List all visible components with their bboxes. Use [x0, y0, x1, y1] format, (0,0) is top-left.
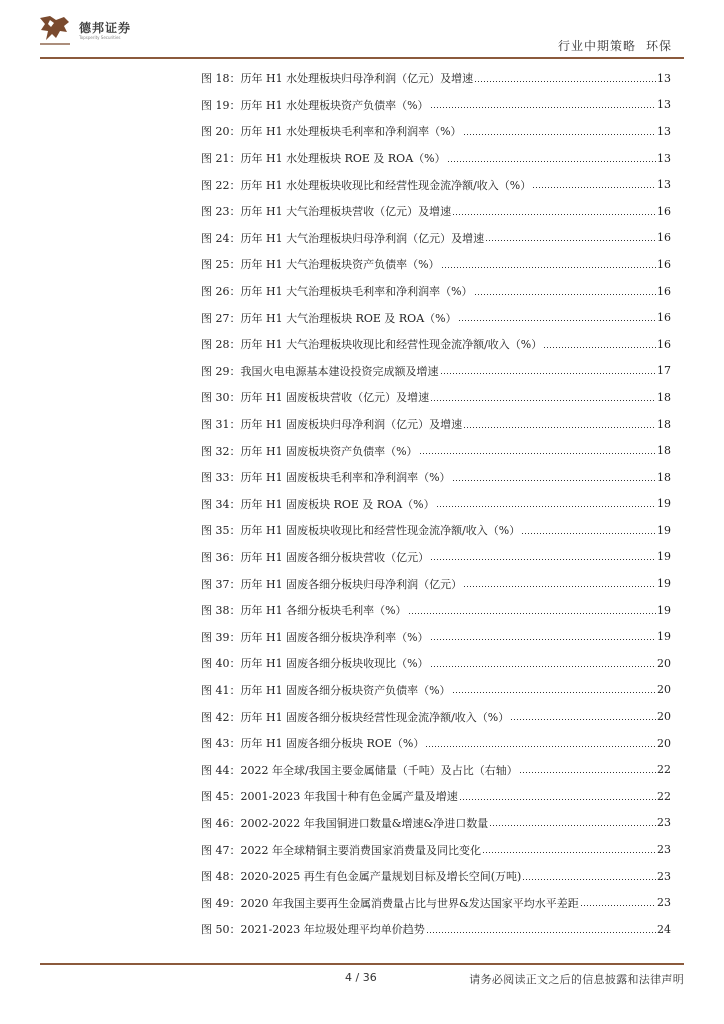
- toc-entry-title: 图 28：历年 H1 大气治理板块收现比和经营性现金流净额/收入（%）: [201, 338, 543, 352]
- dot-leader: [436, 499, 656, 508]
- dot-leader: [474, 74, 656, 83]
- toc-entry[interactable]: [201, 331, 671, 358]
- toc-entry[interactable]: [201, 384, 671, 411]
- toc-entry-title: 图 38：历年 H1 各细分板块毛利率（%）: [201, 604, 407, 618]
- toc-entry-page: 18: [657, 444, 671, 458]
- dot-leader: [458, 313, 656, 322]
- company-logo: [36, 14, 131, 48]
- toc-entry-title: 图 43：历年 H1 固废各细分板块 ROE（%）: [201, 737, 425, 751]
- dot-leader: [485, 233, 656, 242]
- toc-entry-title: 图 46：2002-2022 年我国铜进口数量&增速&净进口数量: [201, 816, 489, 830]
- toc-entry-page: 13: [657, 71, 671, 85]
- dot-leader: [426, 925, 656, 934]
- toc-entry[interactable]: [201, 171, 671, 198]
- figure-list: [201, 65, 671, 943]
- toc-entry-page: 19: [657, 523, 671, 537]
- toc-entry-page: 19: [657, 497, 671, 511]
- industry-name: 环保: [645, 39, 672, 53]
- header-divider: [40, 57, 684, 59]
- page-number: 4 / 36: [345, 971, 377, 984]
- toc-entry-title: 图 21：历年 H1 水处理板块 ROE 及 ROA（%）: [201, 152, 446, 166]
- dot-leader: [519, 765, 656, 774]
- toc-entry[interactable]: [201, 145, 671, 172]
- toc-entry[interactable]: [201, 358, 671, 385]
- toc-entry-title: 图 36：历年 H1 固废各细分板块营收（亿元）: [201, 550, 430, 564]
- toc-entry[interactable]: [201, 836, 671, 863]
- toc-entry-page: 13: [657, 98, 671, 112]
- dot-leader: [463, 579, 656, 588]
- toc-entry[interactable]: [201, 730, 671, 757]
- toc-entry[interactable]: [201, 756, 671, 783]
- toc-entry-title: 图 26：历年 H1 大气治理板块毛利率和净利润率（%）: [201, 285, 473, 299]
- dot-leader: [522, 872, 656, 881]
- toc-entry-page: 18: [657, 417, 671, 431]
- toc-entry[interactable]: [201, 411, 671, 438]
- dot-leader: [521, 526, 656, 535]
- dot-leader: [430, 659, 656, 668]
- toc-entry[interactable]: [201, 278, 671, 305]
- toc-entry-title: 图 31：历年 H1 固废板块归母净利润（亿元）及增速: [201, 418, 463, 432]
- dot-leader: [463, 127, 656, 136]
- toc-entry-page: 18: [657, 390, 671, 404]
- toc-entry-title: 图 50：2021-2023 年垃圾处理平均单价趋势: [201, 923, 425, 937]
- toc-entry-title: 图 42：历年 H1 固废各细分板块经营性现金流净额/收入（%）: [201, 710, 510, 724]
- toc-entry-page: 23: [657, 816, 671, 830]
- toc-entry-page: 19: [657, 550, 671, 564]
- dot-leader: [430, 393, 656, 402]
- toc-entry-title: 图 37：历年 H1 固废各细分板块归母净利润（亿元）: [201, 577, 463, 591]
- toc-entry[interactable]: [201, 810, 671, 837]
- toc-entry-title: 图 40：历年 H1 固废各细分板块收现比（%）: [201, 657, 429, 671]
- toc-entry-page: 19: [657, 577, 671, 591]
- dot-leader: [419, 446, 656, 455]
- report-header: [558, 37, 672, 54]
- toc-entry[interactable]: [201, 703, 671, 730]
- toc-entry[interactable]: [201, 251, 671, 278]
- toc-entry-page: 19: [657, 603, 671, 617]
- toc-entry-page: 22: [657, 763, 671, 777]
- logo-chinese-name: 德邦证券: [79, 21, 132, 35]
- dot-leader: [482, 845, 656, 854]
- dot-leader: [532, 180, 656, 189]
- toc-entry-title: 图 24：历年 H1 大气治理板块归母净利润（亿元）及增速: [201, 231, 485, 245]
- dot-leader: [580, 898, 656, 907]
- toc-entry-page: 20: [657, 736, 671, 750]
- toc-entry-page: 18: [657, 470, 671, 484]
- toc-entry[interactable]: [201, 464, 671, 491]
- toc-entry-page: 16: [657, 311, 671, 325]
- toc-entry-page: 20: [657, 656, 671, 670]
- toc-entry-page: 16: [657, 337, 671, 351]
- footer-divider: [40, 963, 684, 965]
- toc-entry-page: 19: [657, 630, 671, 644]
- toc-entry[interactable]: [201, 491, 671, 518]
- dot-leader: [452, 473, 656, 482]
- toc-entry-title: 图 18：历年 H1 水处理板块归母净利润（亿元）及增速: [201, 72, 474, 86]
- dot-leader: [425, 739, 656, 748]
- toc-entry-page: 16: [657, 231, 671, 245]
- toc-entry[interactable]: [201, 650, 671, 677]
- toc-entry-page: 20: [657, 710, 671, 724]
- dot-leader: [452, 685, 656, 694]
- toc-entry[interactable]: [201, 118, 671, 145]
- toc-entry-title: 图 47：2022 年全球精铜主要消费国家消费量及同比变化: [201, 843, 481, 857]
- toc-entry-title: 图 34：历年 H1 固废板块 ROE 及 ROA（%）: [201, 497, 435, 511]
- dot-leader: [441, 260, 656, 269]
- dot-leader: [474, 287, 656, 296]
- toc-entry-title: 图 30：历年 H1 固废板块营收（亿元）及增速: [201, 391, 430, 405]
- dot-leader: [440, 366, 657, 375]
- toc-entry[interactable]: [201, 783, 671, 810]
- toc-entry-title: 图 35：历年 H1 固废板块收现比和经营性现金流净额/收入（%）: [201, 524, 521, 538]
- toc-entry-page: 17: [657, 364, 671, 378]
- toc-entry[interactable]: [201, 597, 671, 624]
- dot-leader: [447, 154, 656, 163]
- toc-entry[interactable]: [201, 304, 671, 331]
- toc-entry-title: 图 22：历年 H1 水处理板块收现比和经营性现金流净额/收入（%）: [201, 178, 532, 192]
- toc-entry[interactable]: [201, 570, 671, 597]
- disclaimer: 请务必阅读正文之后的信息披露和法律声明: [469, 973, 684, 986]
- toc-entry-title: 图 44：2022 年全球/我国主要金属储量（千吨）及占比（右轴）: [201, 763, 518, 777]
- toc-entry-title: 图 48：2020-2025 再生有色金属产量规划目标及增长空间(万吨): [201, 870, 522, 884]
- logo-english-name: Topsperity Securities: [79, 35, 121, 40]
- toc-entry[interactable]: [201, 198, 671, 225]
- toc-entry-title: 图 33：历年 H1 固废板块毛利率和净利润率（%）: [201, 471, 451, 485]
- dot-leader: [510, 712, 656, 721]
- dot-leader: [463, 420, 656, 429]
- dot-leader: [430, 100, 656, 109]
- toc-entry-title: 图 45：2001-2023 年我国十种有色金属产量及增速: [201, 790, 458, 804]
- toc-entry-page: 23: [657, 869, 671, 883]
- toc-entry-page: 23: [657, 843, 671, 857]
- toc-entry-title: 图 23：历年 H1 大气治理板块营收（亿元）及增速: [201, 205, 452, 219]
- toc-entry-title: 图 49：2020 年我国主要再生金属消费量占比与世界&发达国家平均水平差距: [201, 896, 579, 910]
- dot-leader: [452, 207, 656, 216]
- toc-entry-page: 24: [657, 922, 671, 936]
- toc-entry-page: 16: [657, 257, 671, 271]
- toc-entry-title: 图 32：历年 H1 固废板块资产负债率（%）: [201, 444, 418, 458]
- toc-entry[interactable]: [201, 65, 671, 92]
- toc-entry[interactable]: [201, 544, 671, 571]
- toc-entry[interactable]: [201, 517, 671, 544]
- toc-entry-title: 图 25：历年 H1 大气治理板块资产负债率（%）: [201, 258, 440, 272]
- toc-entry[interactable]: [201, 437, 671, 464]
- toc-entry-title: 图 39：历年 H1 固废各细分板块净利率（%）: [201, 630, 429, 644]
- toc-entry[interactable]: [201, 623, 671, 650]
- toc-entry-page: 16: [657, 284, 671, 298]
- toc-entry-title: 图 41：历年 H1 固废各细分板块资产负债率（%）: [201, 683, 451, 697]
- toc-entry-page: 16: [657, 204, 671, 218]
- dot-leader: [430, 632, 656, 641]
- dot-leader: [489, 818, 656, 827]
- toc-entry-page: 20: [657, 683, 671, 697]
- toc-entry-title: 图 19：历年 H1 水处理板块资产负债率（%）: [201, 98, 429, 112]
- horse-logo-icon: [36, 14, 76, 48]
- toc-entry-page: 13: [657, 124, 671, 138]
- toc-entry[interactable]: [201, 677, 671, 704]
- dot-leader: [543, 340, 656, 349]
- dot-leader: [430, 552, 656, 561]
- toc-entry-page: 13: [657, 151, 671, 165]
- toc-entry-page: 13: [657, 178, 671, 192]
- toc-entry[interactable]: [201, 916, 671, 943]
- toc-entry-title: 图 27：历年 H1 大气治理板块 ROE 及 ROA（%）: [201, 311, 457, 325]
- toc-entry[interactable]: [201, 225, 671, 252]
- toc-entry-title: 图 29：我国火电电源基本建设投资完成额及增速: [201, 364, 439, 378]
- toc-entry-title: 图 20：历年 H1 水处理板块毛利率和净利润率（%）: [201, 125, 462, 139]
- toc-entry-page: 23: [657, 896, 671, 910]
- report-type: 行业中期策略: [557, 39, 636, 53]
- toc-entry[interactable]: [201, 92, 671, 119]
- toc-entry[interactable]: [201, 889, 671, 916]
- toc-entry-page: 22: [657, 789, 671, 803]
- dot-leader: [408, 606, 656, 615]
- toc-entry[interactable]: [201, 863, 671, 890]
- dot-leader: [459, 792, 656, 801]
